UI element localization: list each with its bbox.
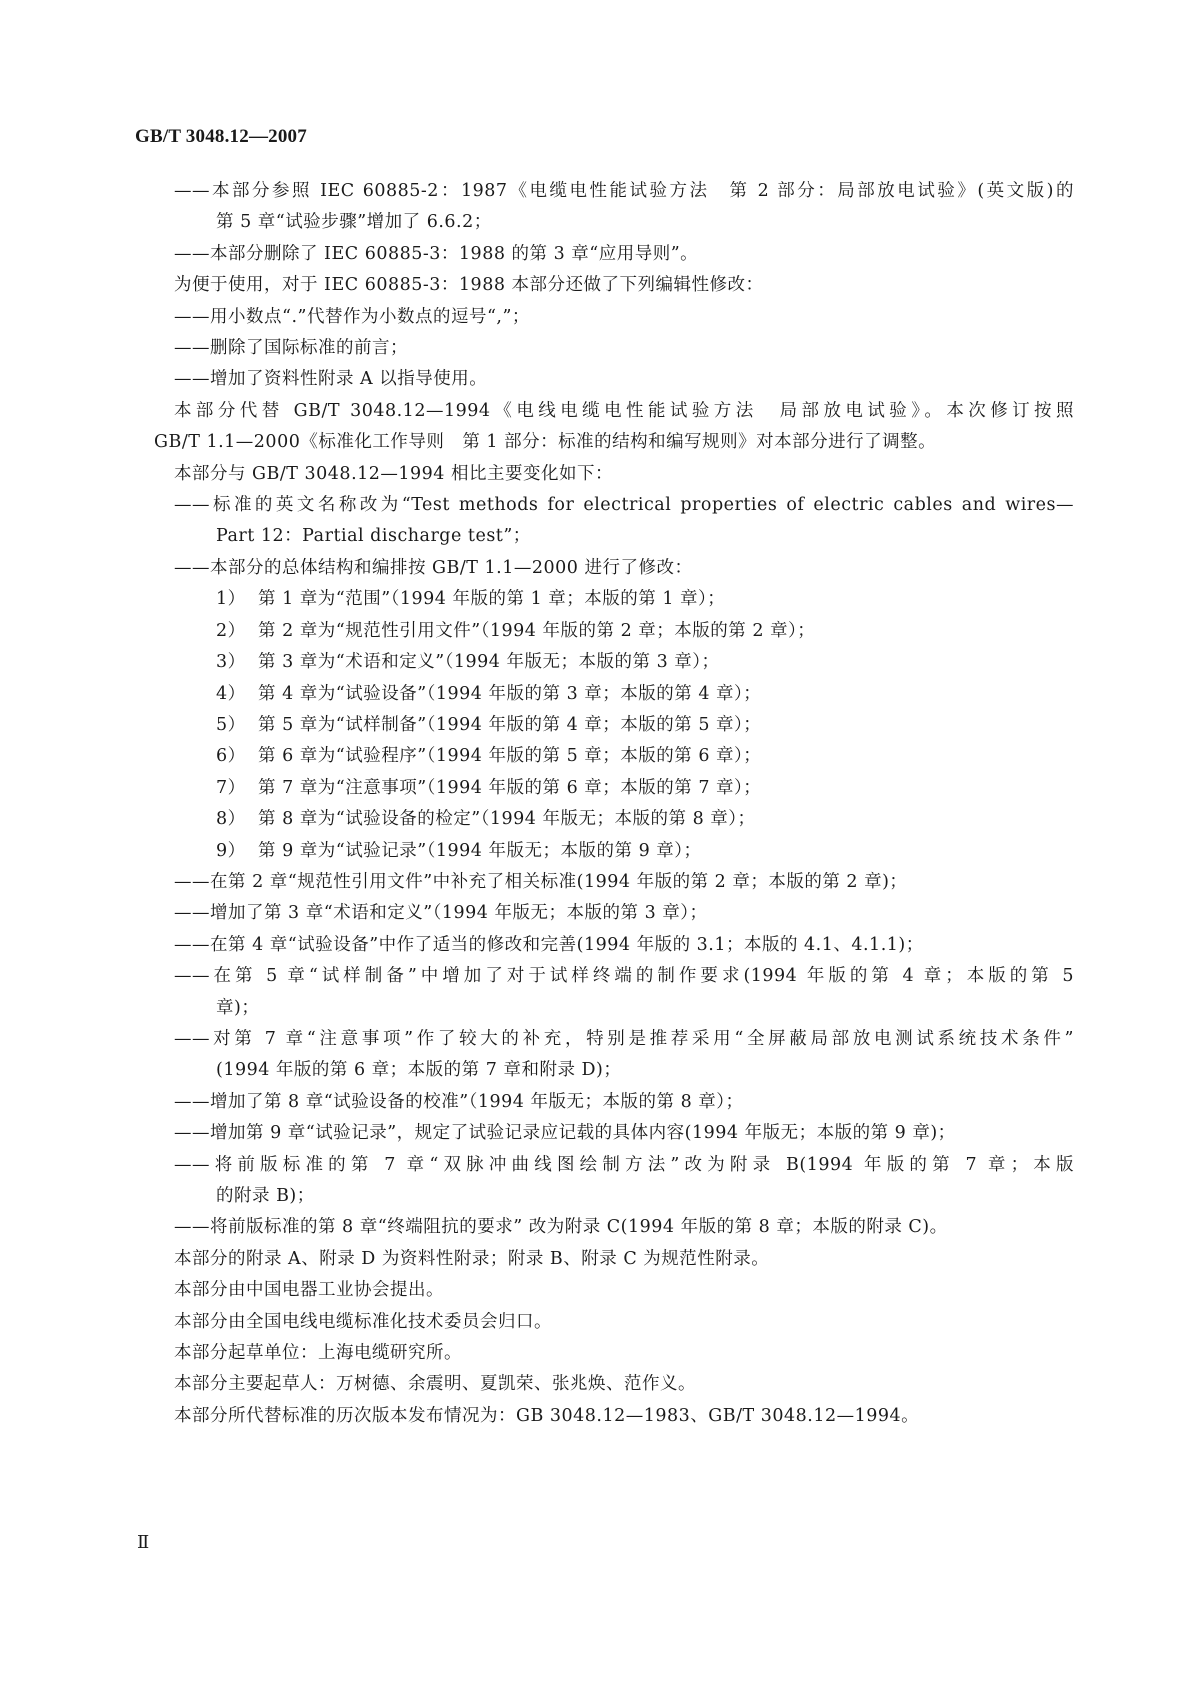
list-number: 1） [216, 589, 246, 610]
chapter-list-item [174, 773, 1074, 804]
list-number: 7） [216, 777, 246, 798]
paragraph-line: ——本部分删除了 IEC 60885-3：1988 的第 3 章“应用导则”。 [174, 243, 699, 264]
paragraph-line: 本部分主要起草人：万树德、余震明、夏凯荣、张兆焕、范作义。 [174, 1374, 696, 1395]
chapter-list-item [174, 836, 1074, 867]
paragraph-line: ——将前版标准的第 8 章“终端阻抗的要求” 改为附录 C(1994 年版的第 8 章；本版的附录 C)。 [174, 1217, 948, 1238]
list-text: 第 8 章为“试验设备的检定”（1994 年版无；本版的第 8 章）； [258, 809, 756, 830]
paragraph-line: 本部分的附录 A、附录 D 为资料性附录；附录 B、附录 C 为规范性附录。 [174, 1248, 770, 1269]
list-number: 9） [216, 840, 246, 861]
standard-code-header: GB/T 3048.12—2007 [135, 126, 307, 147]
chapter-list-item [174, 679, 1074, 710]
paragraph-line: ——增加了资料性附录 A 以指导使用。 [174, 369, 488, 390]
paragraph-line: ——在第 2 章“规范性引用文件”中补充了相关标准(1994 年版的第 2 章；本版的第 2 章)； [174, 871, 908, 892]
paragraph-line: ——将前版标准的第 7 章“双脉冲曲线图绘制方法”改为附录 B(1994 年版的第 7 章；本版 [174, 1154, 1074, 1175]
paragraph-line: 第 5 章“试验步骤”增加了 6.6.2； [216, 212, 492, 233]
list-text: 第 6 章为“试验程序”（1994 年版的第 5 章；本版的第 6 章）； [258, 746, 762, 767]
list-number: 8） [216, 809, 246, 830]
chapter-list-item [174, 616, 1074, 647]
list-text: 第 7 章为“注意事项”（1994 年版的第 6 章；本版的第 7 章）； [258, 777, 762, 798]
page-number: Ⅱ [137, 1532, 150, 1552]
list-text: 第 4 章为“试验设备”（1994 年版的第 3 章；本版的第 4 章）； [258, 683, 762, 704]
chapter-list-item [174, 647, 1074, 678]
chapter-list-item [174, 741, 1074, 772]
paragraph-line: 为便于使用，对于 IEC 60885-3：1988 本部分还做了下列编辑性修改： [174, 275, 764, 296]
paragraph-line: ——增加了第 8 章“试验设备的校准”（1994 年版无；本版的第 8 章）； [174, 1091, 744, 1112]
foreword-body [154, 176, 1074, 1432]
list-number: 5） [216, 714, 246, 735]
paragraph-line: ——增加了第 3 章“术语和定义”（1994 年版无；本版的第 3 章）； [174, 903, 708, 924]
paragraph-line: 本部分由全国电线电缆标准化技术委员会归口。 [174, 1311, 552, 1332]
paragraph-line: ——本部分参照 IEC 60885-2：1987《电缆电性能试验方法 第 2 部分：局部放电试验》(英文版)的 [174, 181, 1074, 201]
paragraph-line: (1994 年版的第 6 章；本版的第 7 章和附录 D)； [216, 1060, 622, 1081]
list-text: 第 3 章为“术语和定义”（1994 年版无；本版的第 3 章）； [258, 652, 720, 673]
list-number: 6） [216, 746, 246, 767]
paragraph-line: 本部分起草单位：上海电缆研究所。 [174, 1343, 462, 1364]
list-number: 3） [216, 652, 246, 673]
list-number: 2） [216, 620, 246, 641]
list-text: 第 2 章为“规范性引用文件”（1994 年版的第 2 章；本版的第 2 章）； [258, 620, 816, 641]
paragraph-line: ——增加第 9 章“试验记录”，规定了试验记录应记载的具体内容(1994 年版无；本版的第 9 章)； [174, 1123, 956, 1144]
paragraph-line: ——标准的英文名称改为“Test methods for electrical properties of electric cables and wires— [174, 495, 1074, 516]
paragraph-line: 本部分所代替标准的历次版本发布情况为：GB 3048.12—1983、GB/T 3048.12—1994。 [174, 1405, 920, 1426]
paragraph-line: ——对第 7 章“注意事项”作了较大的补充，特别是推荐采用“全屏蔽局部放电测试系统技术条件” [174, 1028, 1074, 1049]
paragraph-line: ——删除了国际标准的前言； [174, 338, 408, 359]
paragraph-line: ——在第 4 章“试验设备”中作了适当的修改和完善(1994 年版的 3.1；本版的 4.1、4.1.1)； [174, 934, 924, 955]
chapter-list-item [174, 710, 1074, 741]
paragraph-line: ——在第 5 章“试样制备”中增加了对于试样终端的制作要求(1994 年版的第 4 章；本版的第 5 [174, 966, 1074, 987]
paragraph-line: 章)； [216, 997, 260, 1018]
paragraph-line: ——用小数点“.”代替作为小数点的逗号“,”； [174, 306, 530, 327]
paragraph-line: 本部分由中国电器工业协会提出。 [174, 1280, 444, 1301]
paragraph-line: ——本部分的总体结构和编排按 GB/T 1.1—2000 进行了修改： [174, 557, 693, 578]
paragraph-line: 的附录 B)； [216, 1186, 315, 1206]
list-text: 第 5 章为“试样制备”（1994 年版的第 4 章；本版的第 5 章）； [258, 714, 762, 735]
list-text: 第 1 章为“范围”（1994 年版的第 1 章；本版的第 1 章）； [258, 589, 726, 610]
list-number: 4） [216, 683, 246, 704]
paragraph-line: 本部分代替 GB/T 3048.12—1994《电线电缆电性能试验方法 局部放电试验》。本次修订按照 [174, 400, 1074, 421]
paragraph-line: GB/T 1.1—2000《标准化工作导则 第 1 部分：标准的结构和编写规则》对本部分进行了调整。 [154, 432, 937, 453]
chapter-list-item [174, 584, 1074, 615]
list-text: 第 9 章为“试验记录”（1994 年版无；本版的第 9 章）； [258, 840, 702, 861]
paragraph-line: Part 12：Partial discharge test”； [216, 526, 531, 547]
chapter-list-item [174, 804, 1074, 835]
paragraph-line: 本部分与 GB/T 3048.12—1994 相比主要变化如下： [174, 463, 613, 484]
